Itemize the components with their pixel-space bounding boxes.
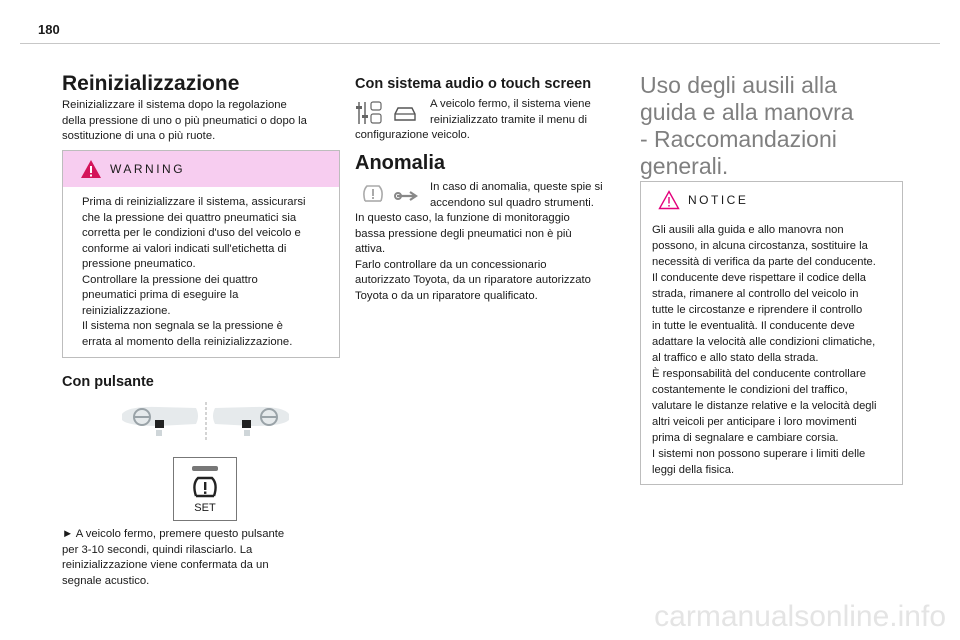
heading-line: Uso degli ausili alla <box>640 72 837 98</box>
anomaly-text-indented <box>430 180 630 211</box>
notice-triangle-icon <box>658 190 680 210</box>
anomaly-line: In caso di anomalia, queste spie si <box>430 181 603 193</box>
steering-wheel-dashboard-illustration <box>118 398 293 442</box>
warning-line: Controllare la pressione dei quattro <box>82 273 258 286</box>
warning-line: pneumatici prima di eseguire la <box>82 289 239 301</box>
warning-line: Prima di reinizializzare il sistema, assicurarsi <box>82 196 306 208</box>
notice-line: valutare le distanze relative e la velocità degli <box>652 400 877 412</box>
intro-line: della pressione di uno o più pneumatici o dopo la <box>62 114 307 127</box>
notice-line: Il conducente deve rispettare il codice della <box>652 272 866 284</box>
warning-text <box>82 195 332 350</box>
heading-line: generali. <box>640 153 729 179</box>
notice-line: leggi della fisica. <box>652 464 735 476</box>
intro-line: Reinizializzare il sistema dopo la regolazione <box>62 99 287 111</box>
warning-triangle-icon <box>80 159 102 179</box>
anomaly-line: In questo caso, la funzione di monitoraggio <box>355 212 570 224</box>
watermark: carmanualsonline.info <box>654 600 946 633</box>
instruction-line: segnale acustico. <box>62 574 150 587</box>
audio-line: configurazione veicolo. <box>355 129 470 141</box>
intro-line: sostituzione di una o più ruote. <box>62 130 216 142</box>
subheading-con-pulsante: Con pulsante <box>62 374 154 390</box>
notice-line: strada, rimanere al controllo del veicolo in <box>652 288 859 300</box>
section-heading-reinit: Reinizializzazione <box>62 72 240 95</box>
notice-line: possono, in alcuna circostanza, sostituire la <box>652 240 868 252</box>
notice-line: prima di segnalare e cambiare corsia. <box>652 432 839 444</box>
instruction-line: ► A veicolo fermo, premere questo pulsante <box>62 528 285 540</box>
notice-header <box>641 182 902 218</box>
set-button[interactable] <box>173 457 237 521</box>
warning-line: corretta per le condizioni d'uso del veicolo e <box>82 227 301 239</box>
subheading-anomalia: Anomalia <box>355 152 446 174</box>
heading-line: guida e alla manovra <box>640 99 854 125</box>
subheading-audio-touch: Con sistema audio o touch screen <box>355 76 592 92</box>
audio-line: A veicolo fermo, il sistema viene <box>430 98 591 110</box>
notice-line: adattare la velocità alle condizioni climatiche, <box>652 336 876 348</box>
anomaly-line: Toyota o da un riparatore qualificato. <box>355 289 538 302</box>
warning-line: Il sistema non segnala se la pressione è <box>82 320 283 332</box>
warning-lamps-icons <box>362 183 420 205</box>
warning-line: errata al momento della reinizializzazione. <box>82 335 293 348</box>
warning-line: pressione pneumatico. <box>82 258 196 270</box>
header-divider <box>20 43 940 44</box>
anomaly-line: accendono sul quadro strumenti. <box>430 196 594 209</box>
settings-menu-icons <box>355 100 419 126</box>
notice-line: È responsabilità del conducente controllare <box>652 368 866 380</box>
notice-box <box>640 181 903 485</box>
notice-line: I sistemi non possono superare i limiti delle <box>652 448 866 460</box>
audio-line: reinizializzato tramite il menu di <box>430 113 587 126</box>
notice-title: NOTICE <box>688 193 749 207</box>
notice-line: altri veicoli per anticipare i loro movimenti <box>652 416 857 428</box>
notice-line: Gli ausili alla guida e allo manovra non <box>652 224 844 236</box>
instruction-line: per 3-10 secondi, quindi rilasciarlo. La <box>62 543 253 556</box>
anomaly-line: autorizzato Toyota, da un riparatore autorizzato <box>355 274 591 286</box>
anomaly-line: bassa pressione degli pneumatici non è più <box>355 227 572 240</box>
heading-line: - Raccomandazioni <box>640 126 837 152</box>
anomaly-line: attiva. <box>355 243 386 255</box>
warning-line: reinizializzazione. <box>82 304 171 317</box>
audio-text-full <box>355 128 635 144</box>
anomaly-line: Farlo controllare da un concessionario <box>355 258 547 271</box>
warning-title: WARNING <box>110 162 186 176</box>
notice-line: necessità di verifica da parte del conducente. <box>652 256 876 268</box>
intro-paragraph <box>62 98 347 145</box>
section-heading-ausili <box>640 72 930 180</box>
audio-text-indented <box>430 97 630 128</box>
anomaly-text-full <box>355 211 640 304</box>
notice-text <box>652 222 900 478</box>
warning-line: conforme ai valori indicati sull'etichetta di <box>82 242 287 255</box>
warning-box <box>62 150 340 358</box>
page-number: 180 <box>38 22 60 37</box>
notice-line: al traffico e allo stato della strada. <box>652 352 819 364</box>
notice-line: costantemente le condizioni del traffico, <box>652 384 848 396</box>
instruction-line: reinizializzazione viene confermata da un <box>62 559 269 571</box>
warning-header <box>63 151 339 187</box>
set-label: SET <box>194 502 216 514</box>
instruction-paragraph <box>62 527 347 589</box>
warning-line: che la pressione dei quattro pneumatici sia <box>82 211 297 224</box>
notice-line: in tutte le eventualità. Il conducente deve <box>652 320 855 332</box>
notice-line: tutte le circostanze e riprendere il controllo <box>652 304 863 316</box>
